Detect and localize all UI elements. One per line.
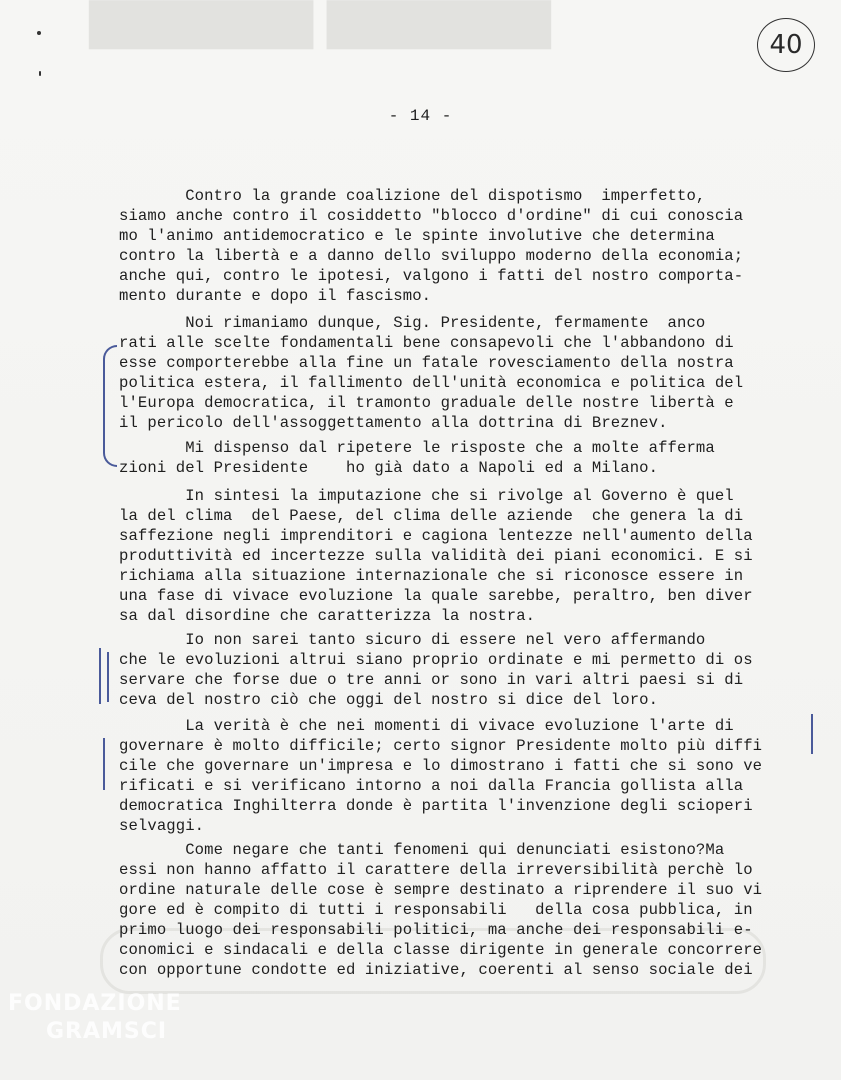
text-line: esse comporterebbe alla fine un fatale rovesciamento della nostra — [119, 354, 734, 372]
folio-number: 40 — [769, 30, 803, 60]
text-line: siamo anche contro il cosiddetto "blocco d'ordine" di cui conoscia — [119, 207, 744, 225]
text-line: Mi dispenso dal ripetere le risposte che a molte afferma — [119, 439, 715, 457]
text-line: In sintesi la imputazione che si rivolge al Governo è quel — [119, 487, 734, 505]
text-line: La verità è che nei momenti di vivace evoluzione l'arte di — [119, 717, 734, 735]
text-line: Contro la grande coalizione del dispotismo imperfetto, — [119, 187, 706, 205]
text-line: saffezione negli imprenditori e cagiona lentezze nell'aumento della — [119, 527, 753, 545]
text-line: la del clima del Paese, del clima delle aziende che genera la di — [119, 507, 744, 525]
ink-speck — [37, 31, 41, 35]
text-line: selvaggi. — [119, 817, 205, 835]
margin-line-mark — [99, 648, 101, 704]
text-line: che le evoluzioni altrui siano proprio ordinate e mi permetto di os — [119, 651, 753, 669]
page-number: - 14 - — [388, 107, 453, 125]
text-line: servare che forse due o tre anni or sono in vari altri paesi si di — [119, 671, 744, 689]
text-line: rificati e si verificano intorno a noi dalla Francia gollista alla — [119, 777, 744, 795]
text-line: politica estera, il fallimento dell'unità economica e politica del — [119, 374, 744, 392]
margin-line-mark — [103, 738, 105, 790]
text-line: anche qui, contro le ipotesi, valgono i fatti del nostro comporta- — [119, 267, 744, 285]
text-line: sa dal disordine che caratterizza la nostra. — [119, 607, 536, 625]
text-line: produttività ed incertezze sulla validità dei piani economici. E si — [119, 547, 753, 565]
show-through-text: ▇▇▇▇▇▇ ▇▇▇▇▇▇ — [90, 0, 553, 47]
text-line: conomici e sindacali e della classe dirigente in generale concorrere — [119, 941, 763, 959]
text-line: il pericolo dell'assoggettamento alla dottrina di Breznev. — [119, 414, 668, 432]
text-line: l'Europa democratica, il tramonto graduale delle nostre libertà e — [119, 394, 734, 412]
margin-line-mark — [107, 652, 109, 702]
folio-number-circle — [757, 18, 815, 72]
text-line: primo luogo dei responsabili politici, ma anche dei responsabili e- — [119, 921, 753, 939]
archive-watermark — [8, 990, 182, 1046]
text-line: contro la libertà e a danno dello sviluppo moderno della economia; — [119, 247, 744, 265]
text-line: rati alle scelte fondamentali bene consapevoli che l'abbandono di — [119, 334, 734, 352]
watermark-line: FONDAZIONE — [8, 991, 182, 1016]
text-line: Io non sarei tanto sicuro di essere nel vero affermando — [119, 631, 706, 649]
text-line: mento durante e dopo il fascismo. — [119, 287, 432, 305]
margin-bracket-mark — [103, 345, 117, 467]
text-line: cile che governare un'impresa e lo dimostrano i fatti che si sono ve — [119, 757, 763, 775]
text-line: con opportune condotte ed iniziative, coerenti al senso sociale dei — [119, 961, 753, 979]
margin-line-mark — [811, 714, 813, 754]
text-line: governare è molto difficile; certo signor Presidente molto più diffi — [119, 737, 763, 755]
text-line: Come negare che tanti fenomeni qui denunciati esistono?Ma — [119, 841, 725, 859]
text-line: ordine naturale delle cose è sempre destinato a riprendere il suo vi — [119, 881, 763, 899]
watermark-line: GRAMSCI — [46, 1019, 168, 1044]
text-line: mo l'animo antidemocratico e le spinte involutive che determina — [119, 227, 715, 245]
text-line: Noi rimaniamo dunque, Sig. Presidente, fermamente anco — [119, 314, 706, 332]
text-line: zioni del Presidente ho già dato a Napoli ed a Milano. — [119, 459, 659, 477]
text-line: democratica Inghilterra donde è partita l'invenzione degli scioperi — [119, 797, 753, 815]
text-line: richiama alla situazione internazionale che si riconosce essere in — [119, 567, 744, 585]
ink-speck — [39, 71, 41, 76]
text-line: ceva del nostro ciò che oggi del nostro si dice del loro. — [119, 691, 659, 709]
text-line: essi non hanno affatto il carattere della irreversibilità perchè lo — [119, 861, 753, 879]
text-line: una fase di vivace evoluzione la quale sarebbe, peraltro, ben diver — [119, 587, 753, 605]
text-line: gore ed è compito di tutti i responsabili della cosa pubblica, in — [119, 901, 753, 919]
